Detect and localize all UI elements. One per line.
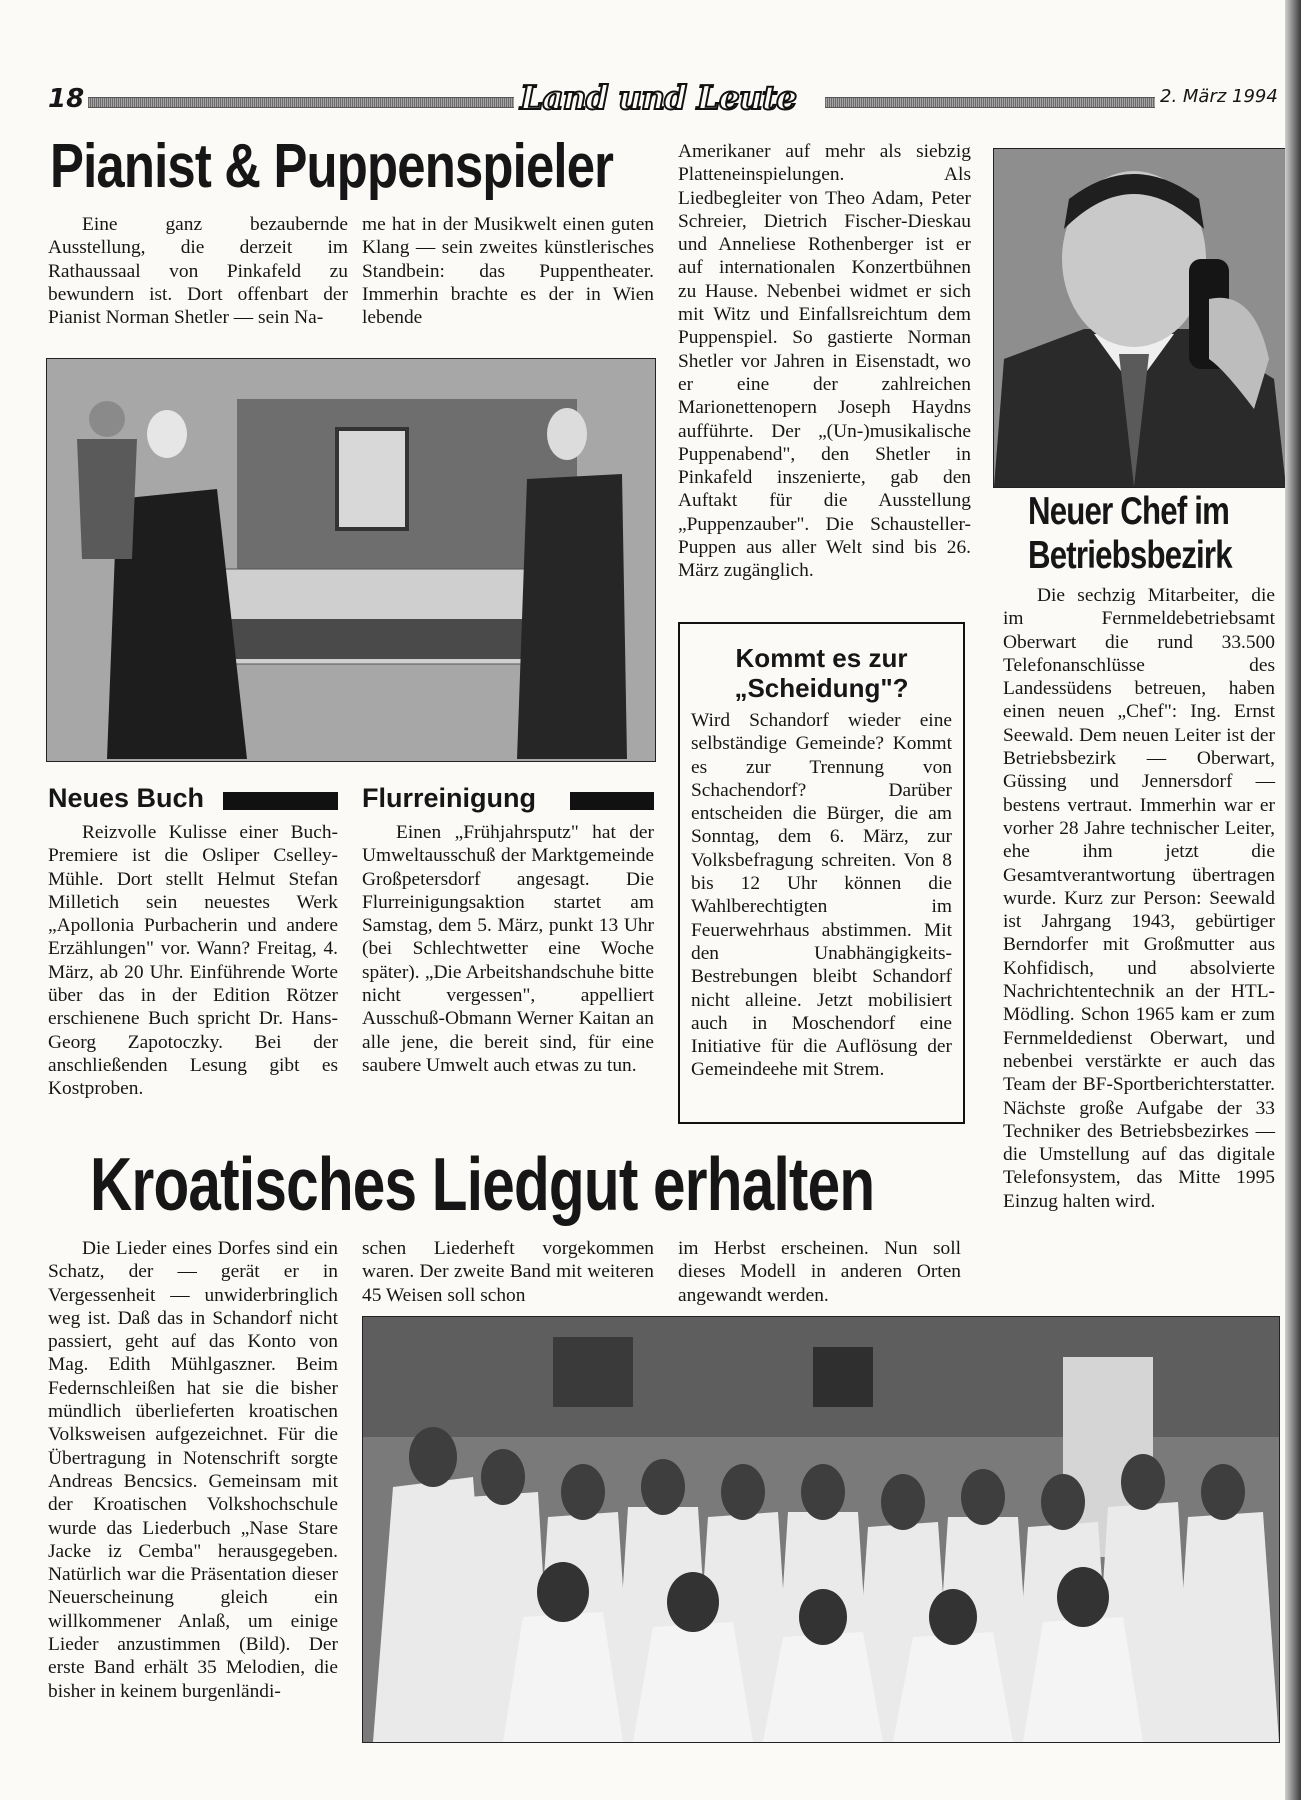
headline-chef (1028, 490, 1232, 578)
headline-scheidung (680, 643, 963, 703)
headline-pianist: Pianist & Puppenspieler (50, 132, 614, 201)
section-neues-buch (48, 783, 338, 817)
header-rule-right (825, 97, 1155, 108)
chef-text: Die sechzig Mitarbeiter, die im Fernmeldebetriebsamt Oberwart die rund 33.500 Telefonanschlüsse des Landessüdens betreuen, haben einen neuen „Chef": Ing. Ernst Seewald. Dem neuen Leiter ist der Betriebsbezirk — Oberwart, Güssing und Jennersdorf — bestens vertraut. Immerhin war er vorher 28 Jahre technischer Leiter, ehe ihm jetzt die Gesamtverantwortung übertragen wurde. Kurz zur Person: Seewald ist Jahrgang 1943, gebürtiger Berndorfer mit Großmutter aus Kohfidisch, und absolvierte Nachrichtentechnik an der HTL-Mödling. Schon 1965 kam er zum Fernmeldedienst Oberwart, und nebenbei verstärkte er auch das Team der BF-Sportberichterstatter. Nächste große Aufgabe der 33 Techniker des Betriebsbezirkes — die Umstellung auf das digitale Telefonsystem, das Mitte 1995 Einzug halten wird. (1003, 585, 1275, 1212)
flur-text: Einen „Frühjahrsputz" hat der Umweltausschuß der Marktgemeinde Großpetersdorf angesagt. Die Flurreinigungsaktion startet am Samstag, dem 5. März, punkt 13 Uhr (bei Schlechtwetter eine Woche später). „Die Arbeitshandschuhe bitte nicht vergessen", appelliert Ausschuß-Obmann Werner Kaitan an alle jene, die bereit sind, für eine saubere Umwelt auch etwas zu tun. (362, 822, 654, 1076)
buch-text: Reizvolle Kulisse einer Buch-Premiere ist die Osliper Cselley-Mühle. Dort stellt Helmut Stefan Milletich sein neuestes Werk „Apollonia Purbacherin und andere Erzählungen" vor. Wann? Freitag, 4. März, ab 20 Uhr. Einführende Worte über das in der Edition Rötzer erschienene Buch spricht Dr. Hans-Georg Zapotoczky. Bei der anschließenden Lesung gibt es Kostproben. (48, 822, 338, 1100)
headline-scheidung-line1: Kommt es zur (735, 643, 908, 673)
pianist-col3: Amerikaner auf mehr als siebzig Platteneinspielungen. Als Liedbegleiter von Theo Adam, Peter Schreier, Dietrich Fischer-Dieskau und Anneliese Rothenberger ist er auf internationalen Konzertbühnen zu Hause. Nebenbei widmet er sich mit Witz und Einfallsreichtum dem Puppenspiel. So gastierte Norman Shetler vor Jahren in Eisenstadt, wo er eine der zahlreichen Marionettenopern Joseph Haydns aufführte. Der „(Un-)musikalische Puppenabend", den Shetler in Pinkafeld inszenierte, gab den Auftakt für die Ausstellung „Puppenzauber". Die Schausteller-Puppen aus aller Welt sind bis 26. März zugänglich. (678, 141, 971, 582)
photo-choir-group (362, 1316, 1280, 1743)
box-scheidung (678, 622, 965, 1124)
headline-chef-line2: Betriebsbezirk (1028, 534, 1232, 577)
pianist-intro-col2: me hat in der Musikwelt einen guten Klang — sein zweites künstlerisches Standbein: das Puppentheater. Immerhin brachte es der in Wien lebende (362, 214, 654, 329)
photo-ernst-seewald (993, 148, 1287, 488)
page-number: 18 (48, 84, 85, 114)
page-header (0, 78, 1301, 118)
headline-flurreinigung: Flurreinigung (362, 783, 536, 813)
liedgut-col1: Die Lieder eines Dorfes sind ein Schatz, der — gerät er in Vergessenheit — unwiderbringlich weg ist. Daß das in Schandorf nicht passiert, geht auf das Konto von Mag. Edith Mühlgaszner. Beim Federnschleißen hat sie die bisher mündlich überlieferten kroatischen Volksweisen aufgezeichnet. Für die Übertragung in Notenschrift sorgte Andreas Bencsics. Gemeinsam mit der Kroatischen Volkshochschule wurde das Liederbuch „Nase Stare Jacke iz Cemba" herausgegeben. Natürlich war die Präsentation dieser Neuerscheinung gleich ein willkommener Anlaß, um einige Lieder anzustimmen (Bild). Der erste Band erhält 35 Melodien, die bisher in keinem burgenländi- (48, 1238, 338, 1702)
scan-edge (1285, 0, 1301, 1800)
headline-bar-flur (570, 792, 654, 810)
pianist-intro-col1: Eine ganz bezaubernde Ausstellung, die derzeit im Rathaussaal von Pinkafeld zu bewundern ist. Dort offenbart der Pianist Norman Shetler — sein Na- (48, 214, 348, 329)
headline-bar-buch (223, 792, 338, 810)
scheidung-text: Wird Schandorf wieder eine selbständige Gemeinde? Kommt es zur Trennung von Schachendorf? Darüber entscheiden die Bürger, die am Sonntag, dem 6. März, zur Volksbefragung schreiten. Von 8 bis 12 Uhr können die Wahlberechtigten im Feuerwehrhaus abstimmen. Mit den Unabhängigkeits-Bestrebungen bleibt Schandorf nicht alleine. Jetzt mobilisiert auch in Moschendorf eine Initiative für die Auflösung der Gemeindeehe mit Strem. (691, 710, 952, 1081)
liedgut-col3: im Herbst erscheinen. Nun soll dieses Modell in anderen Orten angewandt werden. (678, 1238, 961, 1306)
header-rule-left (88, 97, 514, 108)
headline-liedgut: Kroatisches Liedgut erhalten (90, 1142, 875, 1226)
headline-chef-line1: Neuer Chef im (1028, 490, 1230, 533)
issue-date: 2. März 1994 (1160, 86, 1278, 107)
liedgut-col2: schen Liederheft vorgekommen waren. Der zweite Band mit weiteren 45 Weisen soll schon (362, 1238, 654, 1306)
section-title: Land und Leute (520, 78, 797, 117)
headline-scheidung-line2: „Scheidung"? (734, 673, 909, 703)
headline-neues-buch: Neues Buch (48, 783, 205, 813)
section-flurreinigung (362, 783, 654, 817)
photo-puppet-exhibition (46, 358, 656, 762)
